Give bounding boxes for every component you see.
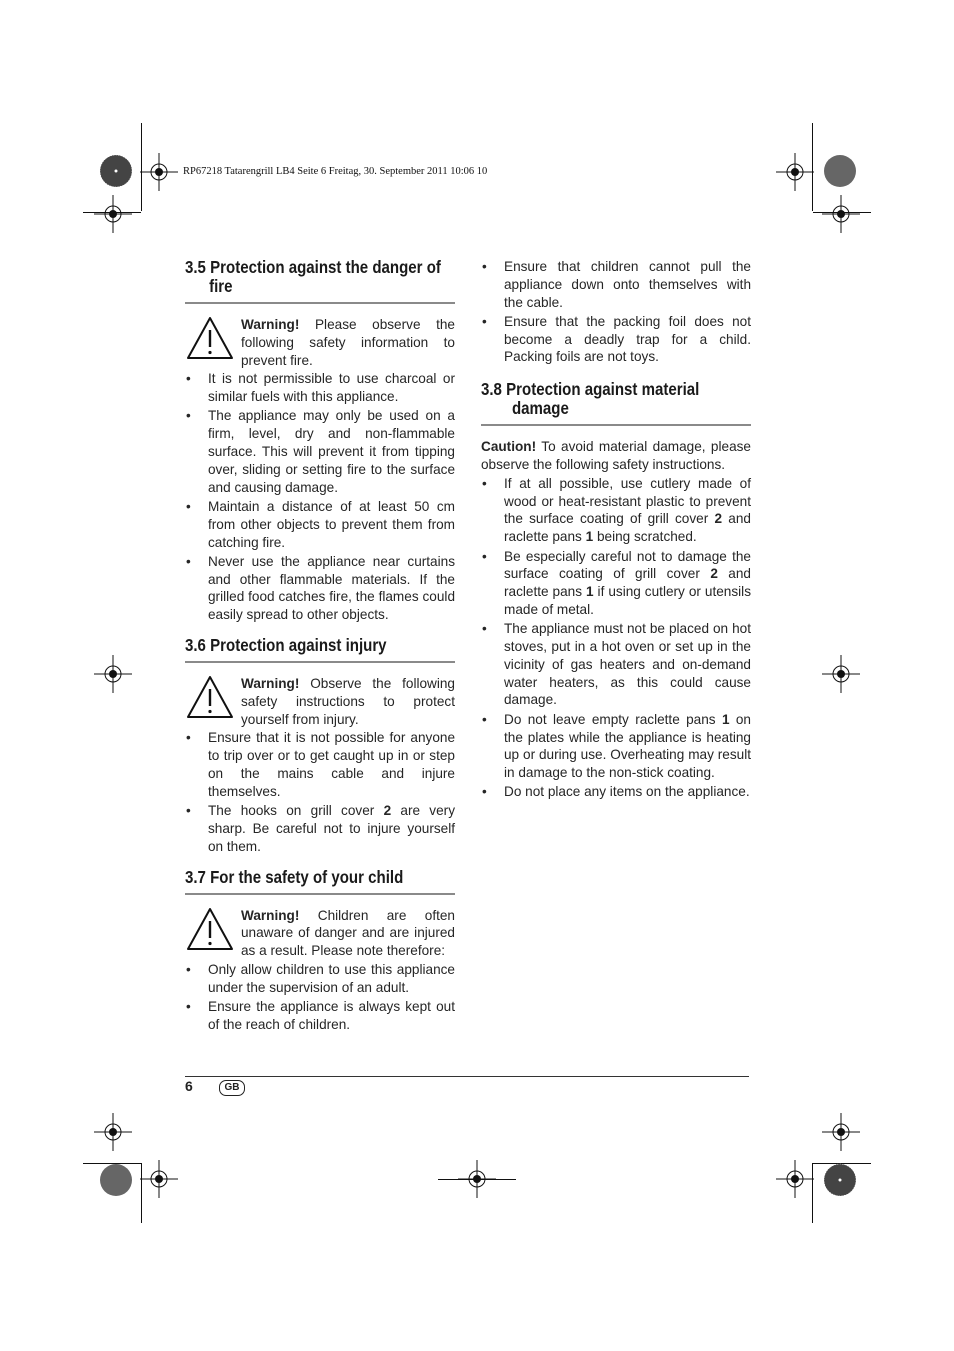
warning-block <box>185 907 455 960</box>
list-item: • Ensure the appliance is always kept out of the reach of children. <box>186 999 455 1032</box>
list-item: • Ensure that children cannot pull the appliance down onto themselves with the cable. <box>482 259 751 310</box>
warning-triangle-icon <box>186 675 234 719</box>
list-item: • Be especially careful not to damage the surface coating of grill cover 2 and raclette pans 1 if using cutlery or utensils made of metal. <box>482 548 751 617</box>
crosshair-target-icon <box>822 1113 860 1151</box>
crosshair-target-icon <box>94 1113 132 1151</box>
list-item: • Do not place any items on the appliance. <box>482 784 750 800</box>
crosshair-target-icon <box>822 195 860 233</box>
list-item: • The appliance must not be placed on hot stoves, put in a hot oven or set up in the vicinity of gas heaters and on-demand water heaters, as this could cause damage. <box>482 621 751 708</box>
section-fire <box>185 258 455 624</box>
registration-gray-disc-icon <box>822 153 858 189</box>
section-child-safety <box>185 868 455 1034</box>
section-rule <box>185 661 455 663</box>
crop-mark <box>438 1179 516 1180</box>
section-material-damage <box>481 380 751 801</box>
list-item: • Only allow children to use this appliance under the supervision of an adult. <box>186 961 455 995</box>
print-slug: RP67218 Tatarengrill LB4 Seite 6 Freitag, 30. September 2011 10:06 10 <box>183 166 488 177</box>
crosshair-target-icon <box>140 153 178 191</box>
list-item: • Ensure that the packing foil does not become a deadly trap for a child. Packing foils are not toys. <box>482 313 751 365</box>
right-column <box>481 258 751 813</box>
crosshair-target-icon <box>94 655 132 693</box>
section-rule <box>185 302 455 304</box>
section-injury <box>185 636 455 855</box>
list-item: • It is not permissible to use charcoal or similar fuels with this appliance. <box>186 371 455 405</box>
list-item: • If at all possible, use cutlery made of wood or heat-resistant plastic to prevent the surface coating of grill cover 2 and raclette pans 1 being scratched. <box>482 475 751 545</box>
section-heading: 3.8 Protection against material damage <box>481 379 700 419</box>
bullet-list <box>185 370 455 624</box>
warning-triangle-icon <box>186 316 234 360</box>
warning-block <box>185 316 455 369</box>
warning-text: Warning! Observe the following safety instructions to protect yourself from injury. <box>241 676 455 727</box>
section-child-safety-continued <box>481 258 751 366</box>
list-item: • Do not leave empty raclette pans 1 on the plates while the appliance is heating up or during use. Overheating may result in damage to the non-stick coating. <box>482 711 751 781</box>
crosshair-target-icon <box>94 195 132 233</box>
crosshair-target-icon <box>140 1160 178 1198</box>
crosshair-target-icon <box>776 1160 814 1198</box>
registration-gray-disc-icon <box>98 1162 134 1198</box>
page-number: 6 <box>185 1078 193 1094</box>
list-item: • Ensure that it is not possible for anyone to trip over or to get caught up in or step on the mains cable and injure themselves. <box>186 730 455 799</box>
registration-starburst-icon <box>98 153 134 189</box>
section-heading: 3.6 Protection against injury <box>185 635 387 656</box>
list-item: • The hooks on grill cover 2 are very sharp. Be careful not to injure yourself on them. <box>186 803 455 854</box>
crosshair-target-icon <box>776 153 814 191</box>
bullet-list <box>185 729 455 855</box>
left-column <box>185 258 455 1046</box>
warning-text: Warning! Please observe the following safety information to prevent fire. <box>241 317 455 368</box>
caution-text: Caution! To avoid material damage, please observe the following safety instructions. <box>481 439 751 473</box>
language-badge: GB <box>219 1080 245 1096</box>
registration-starburst-icon <box>822 1162 858 1198</box>
footer-rule <box>185 1076 749 1077</box>
crosshair-target-icon <box>822 655 860 693</box>
bullet-list <box>185 961 455 1034</box>
section-heading: 3.7 For the safety of your child <box>185 866 404 887</box>
section-heading: 3.5 Protection against the danger of fire <box>185 257 441 296</box>
list-item: • The appliance may only be used on a firm, level, dry and non-flammable surface. This will prevent it from tipping over, sliding or setting fire to the surface and causing damage. <box>186 408 455 495</box>
section-rule <box>481 424 751 426</box>
list-item: • Maintain a distance of at least 50 cm from other objects to prevent them from catching fire. <box>186 498 455 550</box>
list-item: • Never use the appliance near curtains and other flammable materials. If the grilled food catches fire, the flames could easily spread to other objects. <box>186 553 455 623</box>
warning-block <box>185 675 455 728</box>
bullet-list <box>481 258 751 366</box>
warning-text: Warning! Children are often unaware of danger and are injured as a result. Please note therefore: <box>241 907 455 959</box>
warning-triangle-icon <box>186 907 234 951</box>
bullet-list <box>481 475 751 801</box>
section-rule <box>185 893 455 895</box>
